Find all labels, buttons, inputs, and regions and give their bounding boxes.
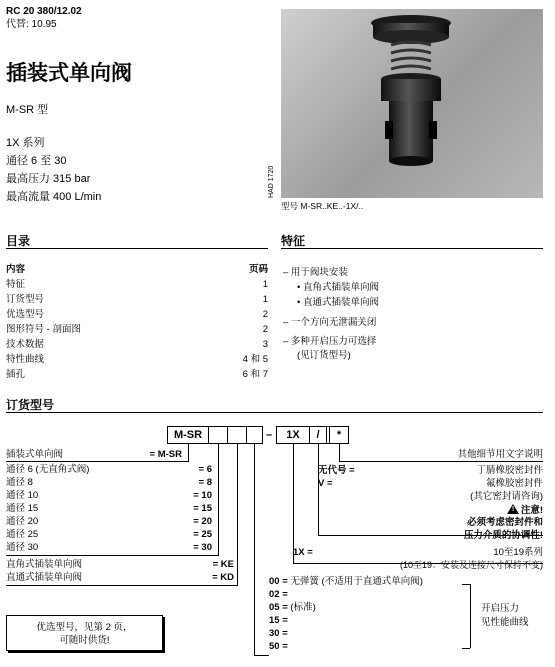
code-box-prefix: M-SR bbox=[167, 426, 209, 444]
toc-row-label: 特性曲线 bbox=[6, 354, 45, 365]
feature-item: – 用于阀块安装 bbox=[283, 267, 348, 278]
code-box-version bbox=[227, 426, 247, 444]
size-label: 通径 20 bbox=[6, 516, 39, 527]
cartridge-label: 插装式单向阀 bbox=[6, 449, 64, 460]
version-row bbox=[6, 572, 234, 583]
code-box-size bbox=[208, 426, 228, 444]
connector-line bbox=[318, 444, 319, 536]
preferred-types-note bbox=[6, 615, 163, 651]
size-label: 通径 10 bbox=[6, 490, 39, 501]
spec-series: 1X 系列 bbox=[6, 137, 45, 149]
spec-size: 通径 6 至 30 bbox=[6, 155, 67, 167]
size-row bbox=[6, 529, 212, 540]
product-photo bbox=[281, 9, 543, 198]
feature-item: – 一个方向无泄漏关闭 bbox=[283, 317, 377, 328]
warning-line-1: 必须考虑密封件和 bbox=[466, 517, 543, 528]
toc-row[interactable] bbox=[6, 323, 268, 337]
toc-row-page: 4 和 5 bbox=[242, 354, 268, 365]
pressure-code: 30 = bbox=[269, 628, 288, 639]
pressure-label-1: 开启压力 bbox=[481, 603, 520, 614]
size-label: 通径 8 bbox=[6, 477, 33, 488]
seal-warning bbox=[440, 504, 543, 516]
spec-flow: 最高流量 400 L/min bbox=[6, 191, 102, 203]
seal-fkm: 氟橡胶密封件 bbox=[485, 478, 543, 489]
version-code: = KE bbox=[212, 559, 234, 570]
pressure-row bbox=[269, 615, 288, 627]
toc-header bbox=[6, 263, 268, 277]
warning-icon: ! bbox=[507, 504, 519, 514]
pressure-code: 05 = bbox=[269, 602, 288, 613]
version-code: = KD bbox=[212, 572, 234, 583]
warning-title: 注意! bbox=[520, 505, 543, 516]
ordering-rule bbox=[6, 412, 543, 413]
connector-line bbox=[339, 444, 340, 462]
size-code: = 20 bbox=[193, 516, 212, 527]
cartridge-valve-image bbox=[281, 9, 543, 198]
ordering-heading: 订货型号 bbox=[6, 398, 55, 412]
page-title: 插装式单向阀 bbox=[6, 62, 132, 85]
toc-row-label: 订货型号 bbox=[6, 294, 45, 305]
size-code: = 10 bbox=[193, 490, 212, 501]
pressure-row bbox=[269, 602, 316, 614]
pressure-bracket-top bbox=[462, 584, 470, 585]
toc-row-label: 技术数据 bbox=[6, 339, 45, 350]
size-label: 通径 25 bbox=[6, 529, 39, 540]
features-rule bbox=[281, 248, 543, 249]
features-heading: 特征 bbox=[281, 234, 306, 248]
divider bbox=[254, 655, 269, 656]
toc-row[interactable] bbox=[6, 353, 268, 367]
note-line-1: 优选型号，见第 2 页， bbox=[36, 622, 133, 633]
seal-no-code: 无代号 = bbox=[318, 465, 355, 476]
feature-item-note: (见订货型号) bbox=[297, 350, 351, 361]
size-row bbox=[6, 464, 212, 475]
size-row bbox=[6, 542, 212, 553]
warning-line-2: 压力介质的协调性! bbox=[463, 530, 543, 541]
seal-v-code: V = bbox=[318, 478, 333, 489]
feature-item: – 多种开启压力可选择 bbox=[283, 336, 377, 347]
code-box-pressure bbox=[246, 426, 263, 444]
toc-row-label: 特征 bbox=[6, 279, 26, 290]
pressure-row bbox=[269, 628, 288, 640]
toc-row-page: 2 bbox=[262, 324, 268, 335]
spec-pressure: 最高压力 315 bar bbox=[6, 173, 91, 185]
feature-subitem: • 直通式插装单向阀 bbox=[297, 297, 379, 308]
connector-line bbox=[293, 444, 294, 564]
pressure-desc: (标准) bbox=[290, 602, 316, 613]
toc-row-label: 优选型号 bbox=[6, 309, 45, 320]
toc-col-content: 内容 bbox=[6, 264, 26, 275]
pressure-code: 00 = bbox=[269, 576, 288, 587]
code-box-slash: / bbox=[309, 426, 327, 444]
divider bbox=[6, 555, 218, 556]
pressure-code: 15 = bbox=[269, 615, 288, 626]
pressure-bracket-bottom bbox=[462, 648, 470, 649]
size-code: = 6 bbox=[198, 464, 212, 475]
toc-col-page: 页码 bbox=[248, 264, 268, 275]
toc-row-page: 1 bbox=[262, 279, 268, 290]
version-label: 直角式插装单向阀 bbox=[6, 559, 83, 570]
connector-line bbox=[254, 444, 255, 656]
size-code: = 25 bbox=[193, 529, 212, 540]
pressure-row bbox=[269, 576, 423, 588]
toc-row[interactable] bbox=[6, 293, 268, 307]
feature-subitem: • 直角式插装单向阀 bbox=[297, 282, 379, 293]
divider bbox=[6, 585, 238, 586]
photo-side-code-text: HAD 1720 bbox=[268, 165, 275, 198]
photo-side-code bbox=[268, 150, 276, 198]
toc-heading: 目录 bbox=[6, 234, 31, 248]
pressure-bracket bbox=[470, 584, 471, 648]
size-code: = 30 bbox=[193, 542, 212, 553]
toc-row-label: 图形符号 - 剖面图 bbox=[6, 324, 81, 335]
size-code: = 8 bbox=[198, 477, 212, 488]
other-details: 其他细节用文字说明 bbox=[457, 449, 543, 460]
toc-rule bbox=[6, 248, 268, 249]
connector-line bbox=[218, 444, 219, 556]
toc-row[interactable] bbox=[6, 338, 268, 352]
cartridge-row bbox=[6, 449, 212, 460]
divider bbox=[339, 461, 543, 462]
size-row bbox=[6, 490, 212, 501]
doc-number: RC 20 380/12.02 bbox=[6, 6, 82, 17]
pressure-label-2: 见性能曲线 bbox=[481, 617, 529, 628]
size-label: 通径 30 bbox=[6, 542, 39, 553]
toc-row-page: 6 和 7 bbox=[242, 369, 268, 380]
toc-row[interactable] bbox=[6, 278, 268, 292]
version-row bbox=[6, 559, 234, 570]
toc-row[interactable] bbox=[6, 368, 268, 382]
divider bbox=[6, 461, 188, 462]
version-label: 直通式插装单向阀 bbox=[6, 572, 83, 583]
photo-caption: 型号 M-SR..KE..-1X/.. bbox=[281, 201, 364, 211]
pressure-row bbox=[269, 589, 288, 601]
series-desc: 10至19系列 bbox=[493, 547, 543, 558]
toc-row-page: 3 bbox=[262, 339, 268, 350]
size-row bbox=[6, 516, 212, 527]
seal-other: (其它密封请咨询) bbox=[470, 491, 543, 502]
connector-line bbox=[237, 444, 238, 586]
replaces-note: 代替: 10.95 bbox=[6, 19, 57, 30]
type-label: M-SR 型 bbox=[6, 104, 49, 116]
toc-row-label: 插孔 bbox=[6, 369, 26, 380]
connector-line bbox=[188, 444, 189, 462]
pressure-code: 50 = bbox=[269, 641, 288, 652]
code-dash: – bbox=[266, 429, 273, 441]
pressure-desc: 无弹簧 (不适用于直通式单向阀) bbox=[290, 576, 423, 587]
size-row bbox=[6, 503, 212, 514]
pressure-row bbox=[269, 641, 288, 653]
code-box-star: * bbox=[329, 426, 349, 444]
toc-row-page: 1 bbox=[262, 294, 268, 305]
size-row bbox=[6, 477, 212, 488]
cartridge-code: = M-SR bbox=[149, 449, 182, 460]
size-label: 通径 6 (无直角式阀) bbox=[6, 464, 90, 475]
code-box-series: 1X bbox=[276, 426, 310, 444]
note-line-2: 可随时供货! bbox=[59, 635, 110, 646]
toc-row-page: 2 bbox=[262, 309, 268, 320]
pressure-code: 02 = bbox=[269, 589, 288, 600]
size-label: 通径 15 bbox=[6, 503, 39, 514]
seal-nbr: 丁腈橡胶密封件 bbox=[476, 465, 543, 476]
toc-row[interactable] bbox=[6, 308, 268, 322]
series-code: 1X = bbox=[293, 547, 313, 558]
size-code: = 15 bbox=[193, 503, 212, 514]
series-note: (10至19：安装及连接尺寸保持不变) bbox=[399, 560, 543, 570]
